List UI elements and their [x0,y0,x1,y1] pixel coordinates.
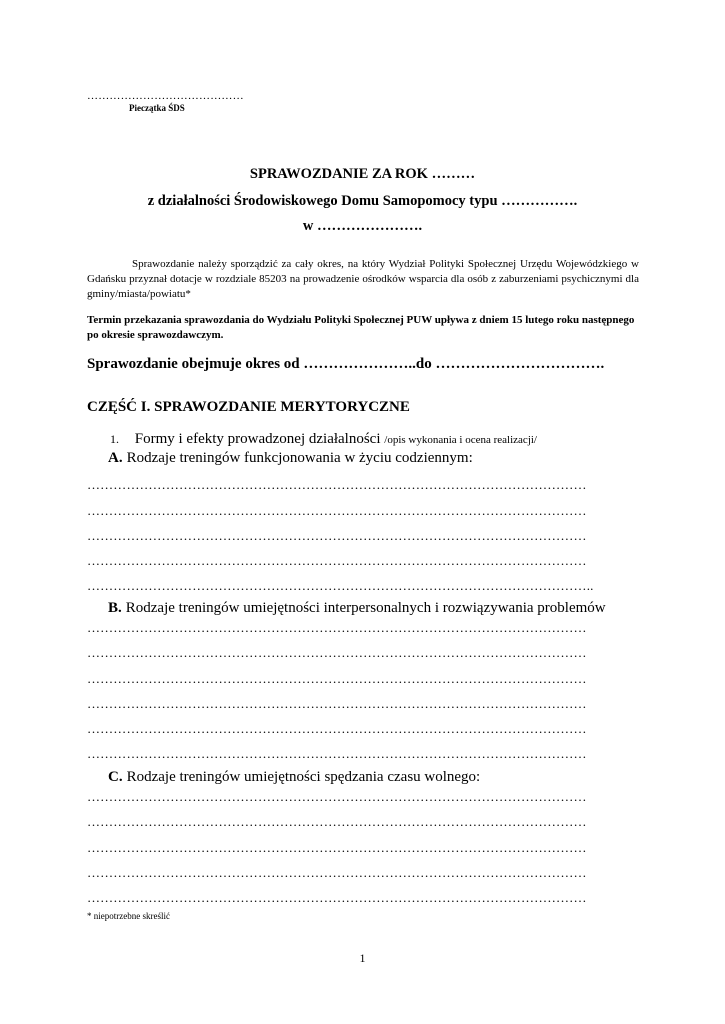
reporting-period: Sprawozdanie obejmuje okres od …………………..do ……………………………. [87,356,605,372]
dotted-fill-line[interactable]: …………………………………………………………………………………………………… [87,789,587,804]
section-text: Rodzaje treningów funkcjonowania w życiu codziennym: [126,450,473,466]
item-note: /opis wykonania i ocena realizacji/ [384,434,537,446]
section-letter: A. [108,450,123,466]
item-text: Formy i efekty prowadzonej działalności [134,431,381,447]
dotted-fill-line[interactable]: …………………………………………………………………………………………………… [87,645,587,660]
dotted-fill-line[interactable]: …………………………………………………………………………………………………… [87,746,587,761]
dotted-fill-line[interactable]: …………………………………………………………………………………………………… [87,503,587,518]
section-c-heading [108,769,480,786]
section-text: Rodzaje treningów umiejętności spędzania czasu wolnego: [126,769,481,785]
dotted-fill-line[interactable]: …………………………………………………………………………………………………… [87,814,587,829]
section-letter: C. [108,769,123,785]
report-subtitle: z działalności Środowiskowego Domu Samopomocy typu ……………. [147,193,578,209]
dotted-fill-line[interactable]: …………………………………………………………………………………………………… [87,671,587,686]
dotted-fill-line[interactable]: …………………………………………………………………………………………………… [87,840,587,855]
dotted-fill-line[interactable]: …………………………………………………………………………………………………… [87,528,587,543]
section-text: Rodzaje treningów umiejętności interpersonalnych i rozwiązywania problemów [125,600,606,616]
stamp-label: Pieczątka ŚDS [129,103,185,113]
page-number: 1 [359,951,366,965]
footnote: * niepotrzebne skreślić [87,911,170,921]
dotted-fill-line[interactable]: …………………………………………………………………………………………………… [87,620,587,635]
section-a-heading [108,450,473,467]
deadline-paragraph: Termin przekazania sprawozdania do Wydziału Polityki Społecznej PUW upływa z dniem 15 lutego roku następnego po okresie sprawozdawczym. [87,314,635,341]
report-title: SPRAWOZDANIE ZA ROK ……… [249,166,476,182]
section-letter: B. [108,600,122,616]
dotted-fill-line[interactable]: …………………………………………………………………………………………………… [87,553,587,568]
dotted-fill-line[interactable]: …………………………………………………………………………………………………… [87,696,587,711]
item-number: 1. [110,432,119,446]
report-location: w …………………. [302,218,423,234]
dotted-fill-line[interactable]: …………………………………………………………………………………………………… [87,865,587,880]
dotted-fill-line[interactable]: …………………………………………………………………………………………………… [87,477,587,492]
dotted-fill-line[interactable]: …………………………………………………………………………………………………… [87,890,587,905]
section-b-heading [108,600,606,617]
intro-paragraph: Sprawozdanie należy sporządzić za cały okres, na który Wydział Polityki Społecznej Urzędu Wojewódzkiego w Gdańsku przyznał dotacje w rozdziale 85203 na prowadzenie ośrodków wsparcia dla osób z zaburzeniami psychicznymi dla gminy/miasta/powiatu* [87,258,639,300]
item-1-heading [110,431,537,448]
part-title: CZĘŚĆ I. SPRAWOZDANIE MERYTORYCZNE [87,399,410,415]
dotted-fill-line[interactable]: …………………………………………………………………………………………………… [87,721,587,736]
dotted-fill-line[interactable]: …………………………………………………………………………………………………….. [87,578,594,593]
stamp-dotted-line: …………………………………… [87,90,244,102]
